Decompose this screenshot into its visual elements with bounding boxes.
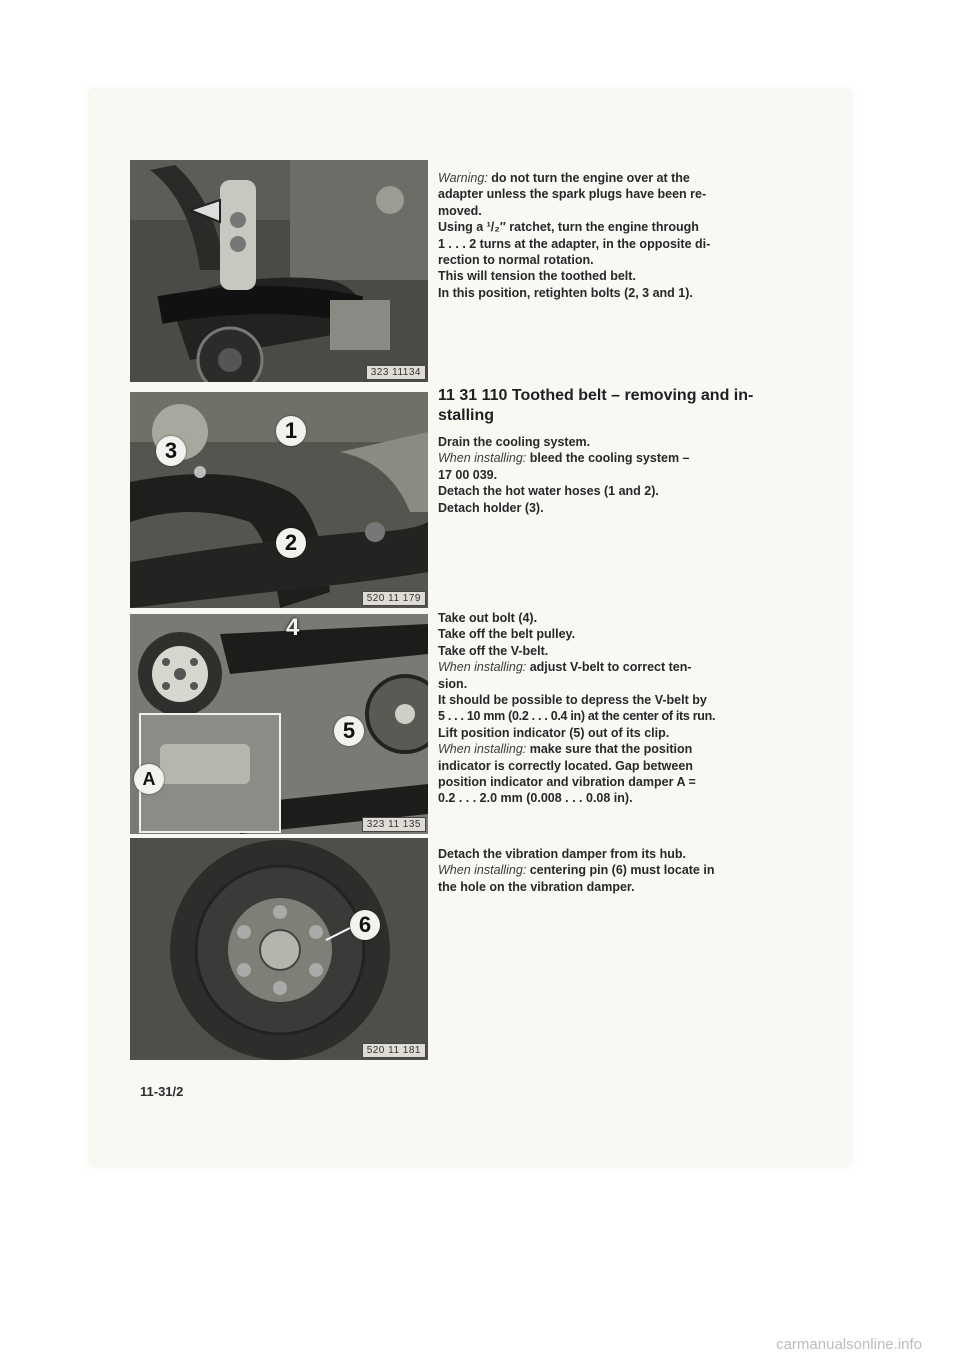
callout-5: 5 [334,716,364,746]
text-line: When installing: bleed the cooling system – [438,451,690,466]
text-line: 1 . . . 2 turns at the adapter, in the opposite di- [438,236,711,251]
section-heading: 11 31 110 Toothed belt – removing and in- stalling [438,387,754,424]
text-line: position indicator and vibration damper A = [438,775,696,790]
text-line: moved. [438,203,482,218]
text-line: Detach the vibration damper from its hub. [438,847,686,861]
text-line: Lift position indicator (5) out of its clip. [438,725,670,740]
page-number: 11-31/2 [140,1084,184,1099]
text-line: When installing: adjust V-belt to correct ten- [438,660,692,675]
engine-photo-1 [130,160,428,382]
text-line: 17 00 039. [438,467,498,482]
text-line: Take out bolt (4). [438,611,538,625]
callout-1: 1 [276,416,306,446]
text-line: Warning: do not turn the engine over at the [438,171,690,185]
footer-watermark: carmanualsonline.info [776,1336,922,1353]
text-line: Detach the hot water hoses (1 and 2). [438,484,659,499]
text-line: Detach holder (3). [438,500,544,515]
text-line: This will tension the toothed belt. [438,269,636,284]
photo-hot-water-hoses [130,392,428,608]
callout-3: 3 [156,436,186,466]
photo-adapter-ratchet [130,160,428,382]
photo-code: 520 11 179 [362,591,426,606]
photo-code: 323 11134 [366,365,426,380]
section-toothed-belt [438,386,756,516]
text-line: rection to normal rotation. [438,253,594,268]
text-line: adapter unless the spark plugs have been re- [438,187,707,202]
engine-photo-4 [130,838,428,1060]
callout-6: 6 [350,910,380,940]
photo-v-belt-pulley [130,614,428,834]
photo-code: 520 11 181 [362,1043,426,1058]
callout-2: 2 [276,528,306,558]
text-line: Take off the V-belt. [438,643,549,658]
text-line: 5 . . . 10 mm (0.2 . . . 0.4 in) at the center of its run. [438,709,716,724]
callout-4: 4 [286,614,300,641]
text-line: 0.2 . . . 2.0 mm (0.008 . . . 0.08 in). [438,791,633,806]
text-line: In this position, retighten bolts (2, 3 and 1). [438,285,693,300]
section-vibration-damper [438,846,756,895]
section-warning [438,170,756,301]
photo-vibration-damper [130,838,428,1060]
text-line: indicator is correctly located. Gap between [438,758,693,773]
text-line: Drain the cooling system. [438,435,591,449]
text-line: When installing: make sure that the position [438,742,693,757]
section-v-belt [438,610,756,807]
text-line: sion. [438,676,468,691]
callout-a: A [134,764,164,794]
photo-code: 323 11 135 [362,817,426,832]
text-line: Take off the belt pulley. [438,627,576,642]
text-line: It should be possible to depress the V-belt by [438,693,707,708]
text-line: the hole on the vibration damper. [438,879,635,894]
text-line: When installing: centering pin (6) must locate in [438,863,715,878]
engine-photo-3 [130,614,428,834]
text-line: Using a ¹/₂″ ratchet, turn the engine through [438,220,699,235]
